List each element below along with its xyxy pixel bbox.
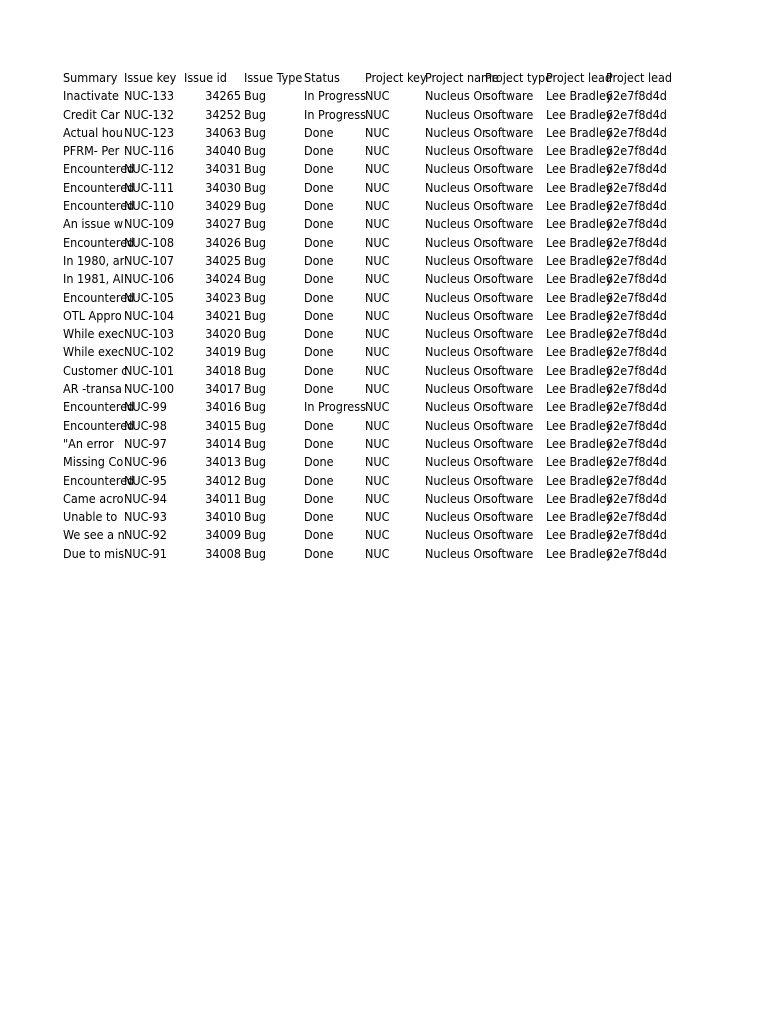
table-row xyxy=(63,87,668,105)
project-lead-id-cell[interactable]: 62e7f8d4d xyxy=(606,179,667,195)
project-lead-cell[interactable]: Lee Bradley xyxy=(546,344,613,360)
summary-cell[interactable]: Encountered xyxy=(63,289,135,305)
issue-type-cell[interactable]: Bug xyxy=(244,161,266,177)
header-row xyxy=(63,69,673,87)
issue-type-cell[interactable]: Bug xyxy=(244,381,266,397)
project-lead-id-cell[interactable]: 62e7f8d4d xyxy=(606,234,667,250)
summary-cell[interactable]: We see a n xyxy=(63,527,125,543)
project-lead-cell[interactable]: Lee Bradley xyxy=(546,179,613,195)
summary-cell[interactable]: "An error xyxy=(63,435,114,451)
issue-key-cell[interactable]: NUC-123 xyxy=(124,124,175,140)
table-row xyxy=(63,453,668,471)
project-name-cell[interactable]: Nucleus Or xyxy=(425,124,487,140)
project-lead-cell[interactable]: Lee Bradley xyxy=(546,106,613,122)
status-cell[interactable]: Done xyxy=(304,362,334,378)
issue-key-cell[interactable]: NUC-102 xyxy=(124,344,175,360)
issue-type-cell[interactable]: Bug xyxy=(244,509,266,525)
project-name-cell[interactable]: Nucleus Or xyxy=(425,490,487,506)
summary-cell[interactable]: Inactivate xyxy=(63,88,119,104)
project-lead-id-cell[interactable]: 62e7f8d4d xyxy=(606,362,667,378)
summary-cell[interactable]: Credit Car xyxy=(63,106,120,122)
issue-type-cell[interactable]: Bug xyxy=(244,106,266,122)
issue-type-cell[interactable]: Bug xyxy=(244,234,266,250)
project-name-cell[interactable]: Nucleus Or xyxy=(425,527,487,543)
status-cell[interactable]: Done xyxy=(304,435,334,451)
summary-cell[interactable]: Encountered xyxy=(63,179,135,195)
issue-id-cell[interactable]: 34031 xyxy=(205,161,241,177)
project-type-cell[interactable]: software xyxy=(485,106,534,122)
issue-key-cell[interactable]: NUC-105 xyxy=(124,289,175,305)
project-name-cell[interactable]: Nucleus Or xyxy=(425,106,487,122)
project-key-cell[interactable]: NUC xyxy=(365,252,390,268)
project-key-cell[interactable]: NUC xyxy=(365,490,390,506)
issue-type-cell[interactable]: Bug xyxy=(244,88,266,104)
project-type-cell[interactable]: software xyxy=(485,88,534,104)
table-body xyxy=(63,87,668,563)
issue-id-cell[interactable]: 34030 xyxy=(205,179,241,195)
project-lead-cell[interactable]: Lee Bradley xyxy=(546,234,613,250)
project-key-cell[interactable]: NUC xyxy=(365,472,390,488)
project-lead-cell[interactable]: Lee Bradley xyxy=(546,490,613,506)
project-name-cell[interactable]: Nucleus Or xyxy=(425,179,487,195)
project-lead-id-cell[interactable]: 62e7f8d4d xyxy=(606,252,667,268)
project-lead-cell[interactable]: Lee Bradley xyxy=(546,509,613,525)
project-lead-cell[interactable]: Lee Bradley xyxy=(546,435,613,451)
project-type-cell[interactable]: software xyxy=(485,307,534,323)
project-lead-cell[interactable]: Lee Bradley xyxy=(546,399,613,415)
table-row xyxy=(63,106,668,124)
project-lead-id-cell[interactable]: 62e7f8d4d xyxy=(606,161,667,177)
issue-key-cell[interactable]: NUC-107 xyxy=(124,252,175,268)
project-name-cell[interactable]: Nucleus Or xyxy=(425,198,487,214)
issue-id-cell[interactable]: 34008 xyxy=(205,545,241,561)
status-cell[interactable]: Done xyxy=(304,545,334,561)
project-lead-id-cell[interactable]: 62e7f8d4d xyxy=(606,326,667,342)
issue-key-cell[interactable]: NUC-133 xyxy=(124,88,175,104)
status-cell[interactable]: Done xyxy=(304,124,334,140)
project-lead-id-cell[interactable]: 62e7f8d4d xyxy=(606,454,667,470)
issue-type-cell[interactable]: Bug xyxy=(244,362,266,378)
project-lead-cell[interactable]: Lee Bradley xyxy=(546,143,613,159)
table-row xyxy=(63,252,668,270)
project-type-cell[interactable]: software xyxy=(485,271,534,287)
issue-type-cell[interactable]: Bug xyxy=(244,545,266,561)
issue-id-cell[interactable]: 34010 xyxy=(205,509,241,525)
project-lead-cell[interactable]: Lee Bradley xyxy=(546,161,613,177)
project-key-cell[interactable]: NUC xyxy=(365,307,390,323)
issue-key-cell[interactable]: NUC-91 xyxy=(124,545,167,561)
status-cell[interactable]: Done xyxy=(304,307,334,323)
project-key-cell[interactable]: NUC xyxy=(365,362,390,378)
project-lead-cell[interactable]: Lee Bradley xyxy=(546,381,613,397)
issue-key-cell[interactable]: NUC-110 xyxy=(124,198,175,214)
issue-type-cell[interactable]: Bug xyxy=(244,143,266,159)
issue-type-cell[interactable]: Bug xyxy=(244,216,266,232)
project-lead-id-cell[interactable]: 62e7f8d4d xyxy=(606,124,667,140)
project-name-cell[interactable]: Nucleus Or xyxy=(425,161,487,177)
project-lead-id-cell[interactable]: 62e7f8d4d xyxy=(606,399,667,415)
summary-cell[interactable]: In 1980, ar xyxy=(63,252,125,268)
project-name-cell[interactable]: Nucleus Or xyxy=(425,271,487,287)
status-cell[interactable]: In Progress xyxy=(304,88,366,104)
status-cell[interactable]: Done xyxy=(304,472,334,488)
summary-cell[interactable]: Unable to xyxy=(63,509,118,525)
header-issue-key[interactable]: Issue key xyxy=(124,70,177,85)
project-key-cell[interactable]: NUC xyxy=(365,124,390,140)
summary-cell[interactable]: AR -transa xyxy=(63,381,122,397)
project-lead-id-cell[interactable]: 62e7f8d4d xyxy=(606,490,667,506)
table-row xyxy=(63,234,668,252)
project-type-cell[interactable]: software xyxy=(485,435,534,451)
header-project-key[interactable]: Project key xyxy=(365,70,427,85)
project-lead-cell[interactable]: Lee Bradley xyxy=(546,252,613,268)
table-row xyxy=(63,179,668,197)
table-row xyxy=(63,490,668,508)
project-key-cell[interactable]: NUC xyxy=(365,179,390,195)
header-project-lead-id[interactable]: Project lead xyxy=(606,70,673,85)
status-cell[interactable]: Done xyxy=(304,179,334,195)
status-cell[interactable]: Done xyxy=(304,271,334,287)
issue-key-cell[interactable]: NUC-97 xyxy=(124,435,167,451)
project-lead-cell[interactable]: Lee Bradley xyxy=(546,124,613,140)
issue-type-cell[interactable]: Bug xyxy=(244,472,266,488)
issue-key-cell[interactable]: NUC-109 xyxy=(124,216,175,232)
project-lead-id-cell[interactable]: 62e7f8d4d xyxy=(606,435,667,451)
project-lead-cell[interactable]: Lee Bradley xyxy=(546,198,613,214)
summary-cell[interactable]: Came acro xyxy=(63,490,124,506)
issue-id-cell[interactable]: 34018 xyxy=(205,362,241,378)
status-cell[interactable]: Done xyxy=(304,454,334,470)
project-type-cell[interactable]: software xyxy=(485,252,534,268)
issue-id-cell[interactable]: 34252 xyxy=(205,106,241,122)
summary-cell[interactable]: Missing Co xyxy=(63,454,124,470)
issue-id-cell[interactable]: 34017 xyxy=(205,381,241,397)
project-lead-id-cell[interactable]: 62e7f8d4d xyxy=(606,106,667,122)
project-name-cell[interactable]: Nucleus Or xyxy=(425,143,487,159)
project-lead-id-cell[interactable]: 62e7f8d4d xyxy=(606,344,667,360)
table-row xyxy=(63,362,668,380)
project-lead-cell[interactable]: Lee Bradley xyxy=(546,527,613,543)
header-issue-id[interactable]: Issue id xyxy=(184,70,227,85)
issue-type-cell[interactable]: Bug xyxy=(244,179,266,195)
project-type-cell[interactable]: software xyxy=(485,216,534,232)
issue-id-cell[interactable]: 34025 xyxy=(205,252,241,268)
project-name-cell[interactable]: Nucleus Or xyxy=(425,307,487,323)
issue-id-cell[interactable]: 34029 xyxy=(205,198,241,214)
issue-type-cell[interactable]: Bug xyxy=(244,252,266,268)
table-row xyxy=(63,526,668,544)
project-key-cell[interactable]: NUC xyxy=(365,271,390,287)
project-lead-id-cell[interactable]: 62e7f8d4d xyxy=(606,88,667,104)
issue-key-cell[interactable]: NUC-104 xyxy=(124,307,175,323)
project-lead-cell[interactable]: Lee Bradley xyxy=(546,417,613,433)
issue-type-cell[interactable]: Bug xyxy=(244,344,266,360)
issue-key-cell[interactable]: NUC-132 xyxy=(124,106,175,122)
project-key-cell[interactable]: NUC xyxy=(365,417,390,433)
summary-cell[interactable]: Due to mis xyxy=(63,545,125,561)
summary-cell[interactable]: OTL Appro xyxy=(63,307,122,323)
issue-type-cell[interactable]: Bug xyxy=(244,326,266,342)
summary-cell[interactable]: Encountered xyxy=(63,417,135,433)
issue-key-cell[interactable]: NUC-112 xyxy=(124,161,175,177)
issue-type-cell[interactable]: Bug xyxy=(244,271,266,287)
issue-type-cell[interactable]: Bug xyxy=(244,289,266,305)
project-lead-id-cell[interactable]: 62e7f8d4d xyxy=(606,381,667,397)
project-lead-cell[interactable]: Lee Bradley xyxy=(546,88,613,104)
table-row xyxy=(63,508,668,526)
project-key-cell[interactable]: NUC xyxy=(365,216,390,232)
summary-cell[interactable]: Encountered xyxy=(63,161,135,177)
project-key-cell[interactable]: NUC xyxy=(365,289,390,305)
issue-key-cell[interactable]: NUC-116 xyxy=(124,143,175,159)
summary-cell[interactable]: Actual hou xyxy=(63,124,123,140)
status-cell[interactable]: In Progress xyxy=(304,399,366,415)
project-type-cell[interactable]: software xyxy=(485,161,534,177)
project-type-cell[interactable]: software xyxy=(485,344,534,360)
issue-id-cell[interactable]: 34009 xyxy=(205,527,241,543)
project-key-cell[interactable]: NUC xyxy=(365,527,390,543)
status-cell[interactable]: Done xyxy=(304,289,334,305)
issue-id-cell[interactable]: 34026 xyxy=(205,234,241,250)
project-key-cell[interactable]: NUC xyxy=(365,509,390,525)
project-lead-id-cell[interactable]: 62e7f8d4d xyxy=(606,198,667,214)
issue-type-cell[interactable]: Bug xyxy=(244,198,266,214)
project-name-cell[interactable]: Nucleus Or xyxy=(425,344,487,360)
issue-id-cell[interactable]: 34021 xyxy=(205,307,241,323)
issue-id-cell[interactable]: 34040 xyxy=(205,143,241,159)
issue-id-cell[interactable]: 34011 xyxy=(205,490,241,506)
project-type-cell[interactable]: software xyxy=(485,527,534,543)
project-name-cell[interactable]: Nucleus Or xyxy=(425,509,487,525)
project-type-cell[interactable]: software xyxy=(485,399,534,415)
project-type-cell[interactable]: software xyxy=(485,326,534,342)
header-project-lead[interactable]: Project lead xyxy=(546,70,613,85)
summary-cell[interactable]: Customer c xyxy=(63,362,128,378)
status-cell[interactable]: Done xyxy=(304,252,334,268)
project-name-cell[interactable]: Nucleus Or xyxy=(425,399,487,415)
table-row xyxy=(63,124,668,142)
project-name-cell[interactable]: Nucleus Or xyxy=(425,88,487,104)
summary-cell[interactable]: Encountered xyxy=(63,234,135,250)
status-cell[interactable]: Done xyxy=(304,143,334,159)
issue-id-cell[interactable]: 34014 xyxy=(205,435,241,451)
project-key-cell[interactable]: NUC xyxy=(365,326,390,342)
project-lead-id-cell[interactable]: 62e7f8d4d xyxy=(606,271,667,287)
header-status[interactable]: Status xyxy=(304,70,340,85)
table-row xyxy=(63,307,668,325)
project-type-cell[interactable]: software xyxy=(485,509,534,525)
project-type-cell[interactable]: software xyxy=(485,289,534,305)
status-cell[interactable]: Done xyxy=(304,417,334,433)
project-key-cell[interactable]: NUC xyxy=(365,143,390,159)
project-name-cell[interactable]: Nucleus Or xyxy=(425,362,487,378)
project-type-cell[interactable]: software xyxy=(485,234,534,250)
issue-id-cell[interactable]: 34012 xyxy=(205,472,241,488)
issue-id-cell[interactable]: 34027 xyxy=(205,216,241,232)
project-name-cell[interactable]: Nucleus Or xyxy=(425,545,487,561)
issue-key-cell[interactable]: NUC-96 xyxy=(124,454,167,470)
summary-cell[interactable]: An issue w xyxy=(63,216,124,232)
project-name-cell[interactable]: Nucleus Or xyxy=(425,472,487,488)
header-project-type[interactable]: Project type xyxy=(485,70,553,85)
project-type-cell[interactable]: software xyxy=(485,490,534,506)
project-lead-id-cell[interactable]: 62e7f8d4d xyxy=(606,545,667,561)
header-issue-type[interactable]: Issue Type xyxy=(244,70,303,85)
project-lead-id-cell[interactable]: 62e7f8d4d xyxy=(606,509,667,525)
issue-type-cell[interactable]: Bug xyxy=(244,399,266,415)
project-key-cell[interactable]: NUC xyxy=(365,381,390,397)
project-name-cell[interactable]: Nucleus Or xyxy=(425,435,487,451)
table-row xyxy=(63,417,668,435)
project-type-cell[interactable]: software xyxy=(485,417,534,433)
issue-type-cell[interactable]: Bug xyxy=(244,454,266,470)
table-row xyxy=(63,197,668,215)
table-row xyxy=(63,472,668,490)
summary-cell[interactable]: Encountered xyxy=(63,198,135,214)
issue-type-cell[interactable]: Bug xyxy=(244,435,266,451)
status-cell[interactable]: Done xyxy=(304,527,334,543)
issue-key-cell[interactable]: NUC-108 xyxy=(124,234,175,250)
project-key-cell[interactable]: NUC xyxy=(365,454,390,470)
project-lead-id-cell[interactable]: 62e7f8d4d xyxy=(606,307,667,323)
header-project-name[interactable]: Project name xyxy=(425,70,499,85)
status-cell[interactable]: Done xyxy=(304,234,334,250)
issue-id-cell[interactable]: 34265 xyxy=(205,88,241,104)
project-lead-cell[interactable]: Lee Bradley xyxy=(546,216,613,232)
project-lead-cell[interactable]: Lee Bradley xyxy=(546,362,613,378)
status-cell[interactable]: Done xyxy=(304,216,334,232)
project-type-cell[interactable]: software xyxy=(485,381,534,397)
project-name-cell[interactable]: Nucleus Or xyxy=(425,216,487,232)
project-type-cell[interactable]: software xyxy=(485,472,534,488)
issue-key-cell[interactable]: NUC-93 xyxy=(124,509,167,525)
project-lead-id-cell[interactable]: 62e7f8d4d xyxy=(606,527,667,543)
project-lead-id-cell[interactable]: 62e7f8d4d xyxy=(606,143,667,159)
table-row xyxy=(63,270,668,288)
summary-cell[interactable]: In 1981, AI xyxy=(63,271,124,287)
summary-cell[interactable]: Encountered xyxy=(63,399,135,415)
issue-id-cell[interactable]: 34023 xyxy=(205,289,241,305)
project-lead-id-cell[interactable]: 62e7f8d4d xyxy=(606,216,667,232)
header-summary[interactable]: Summary xyxy=(63,70,118,85)
issue-id-cell[interactable]: 34019 xyxy=(205,344,241,360)
project-name-cell[interactable]: Nucleus Or xyxy=(425,454,487,470)
project-lead-id-cell[interactable]: 62e7f8d4d xyxy=(606,472,667,488)
project-key-cell[interactable]: NUC xyxy=(365,106,390,122)
issue-key-cell[interactable]: NUC-100 xyxy=(124,381,175,397)
issue-key-cell[interactable]: NUC-111 xyxy=(124,179,175,195)
issue-type-cell[interactable]: Bug xyxy=(244,124,266,140)
project-key-cell[interactable]: NUC xyxy=(365,198,390,214)
project-lead-cell[interactable]: Lee Bradley xyxy=(546,326,613,342)
table-row xyxy=(63,435,668,453)
project-name-cell[interactable]: Nucleus Or xyxy=(425,289,487,305)
table-row xyxy=(63,160,668,178)
project-type-cell[interactable]: software xyxy=(485,454,534,470)
project-key-cell[interactable]: NUC xyxy=(365,545,390,561)
status-cell[interactable]: Done xyxy=(304,344,334,360)
issue-id-cell[interactable]: 34013 xyxy=(205,454,241,470)
project-name-cell[interactable]: Nucleus Or xyxy=(425,417,487,433)
project-type-cell[interactable]: software xyxy=(485,362,534,378)
status-cell[interactable]: Done xyxy=(304,490,334,506)
project-lead-cell[interactable]: Lee Bradley xyxy=(546,289,613,305)
project-type-cell[interactable]: software xyxy=(485,124,534,140)
summary-cell[interactable]: While exec xyxy=(63,344,125,360)
project-key-cell[interactable]: NUC xyxy=(365,435,390,451)
project-key-cell[interactable]: NUC xyxy=(365,344,390,360)
issue-key-cell[interactable]: NUC-95 xyxy=(124,472,167,488)
project-type-cell[interactable]: software xyxy=(485,179,534,195)
project-key-cell[interactable]: NUC xyxy=(365,399,390,415)
issue-key-cell[interactable]: NUC-103 xyxy=(124,326,175,342)
summary-cell[interactable]: While exec xyxy=(63,326,125,342)
issue-key-cell[interactable]: NUC-94 xyxy=(124,490,167,506)
issue-key-cell[interactable]: NUC-98 xyxy=(124,417,167,433)
table-row xyxy=(63,398,668,416)
issue-type-cell[interactable]: Bug xyxy=(244,490,266,506)
summary-cell[interactable]: Encountered xyxy=(63,472,135,488)
project-lead-cell[interactable]: Lee Bradley xyxy=(546,472,613,488)
table-row xyxy=(63,142,668,160)
issue-id-cell[interactable]: 34024 xyxy=(205,271,241,287)
issue-key-cell[interactable]: NUC-99 xyxy=(124,399,167,415)
spreadsheet-table xyxy=(63,69,673,563)
issue-id-cell[interactable]: 34016 xyxy=(205,399,241,415)
issue-key-cell[interactable]: NUC-101 xyxy=(124,362,175,378)
status-cell[interactable]: Done xyxy=(304,509,334,525)
project-key-cell[interactable]: NUC xyxy=(365,88,390,104)
summary-cell[interactable]: PFRM- Per xyxy=(63,143,120,159)
table-row xyxy=(63,325,668,343)
project-name-cell[interactable]: Nucleus Or xyxy=(425,234,487,250)
issue-type-cell[interactable]: Bug xyxy=(244,307,266,323)
project-name-cell[interactable]: Nucleus Or xyxy=(425,252,487,268)
project-lead-cell[interactable]: Lee Bradley xyxy=(546,271,613,287)
issue-type-cell[interactable]: Bug xyxy=(244,527,266,543)
table-row xyxy=(63,215,668,233)
project-type-cell[interactable]: software xyxy=(485,198,534,214)
issue-key-cell[interactable]: NUC-106 xyxy=(124,271,175,287)
project-lead-id-cell[interactable]: 62e7f8d4d xyxy=(606,289,667,305)
status-cell[interactable]: Done xyxy=(304,198,334,214)
table-row xyxy=(63,380,668,398)
issue-key-cell[interactable]: NUC-92 xyxy=(124,527,167,543)
project-lead-id-cell[interactable]: 62e7f8d4d xyxy=(606,417,667,433)
issue-id-cell[interactable]: 34020 xyxy=(205,326,241,342)
project-key-cell[interactable]: NUC xyxy=(365,234,390,250)
project-name-cell[interactable]: Nucleus Or xyxy=(425,326,487,342)
issue-type-cell[interactable]: Bug xyxy=(244,417,266,433)
table-row xyxy=(63,545,668,563)
project-key-cell[interactable]: NUC xyxy=(365,161,390,177)
table-row xyxy=(63,343,668,361)
project-lead-cell[interactable]: Lee Bradley xyxy=(546,454,613,470)
status-cell[interactable]: Done xyxy=(304,161,334,177)
issue-id-cell[interactable]: 34063 xyxy=(205,124,241,140)
status-cell[interactable]: Done xyxy=(304,326,334,342)
project-name-cell[interactable]: Nucleus Or xyxy=(425,381,487,397)
project-type-cell[interactable]: software xyxy=(485,143,534,159)
status-cell[interactable]: In Progress xyxy=(304,106,366,122)
project-type-cell[interactable]: software xyxy=(485,545,534,561)
project-lead-cell[interactable]: Lee Bradley xyxy=(546,545,613,561)
table-row xyxy=(63,289,668,307)
project-lead-cell[interactable]: Lee Bradley xyxy=(546,307,613,323)
status-cell[interactable]: Done xyxy=(304,381,334,397)
issue-id-cell[interactable]: 34015 xyxy=(205,417,241,433)
